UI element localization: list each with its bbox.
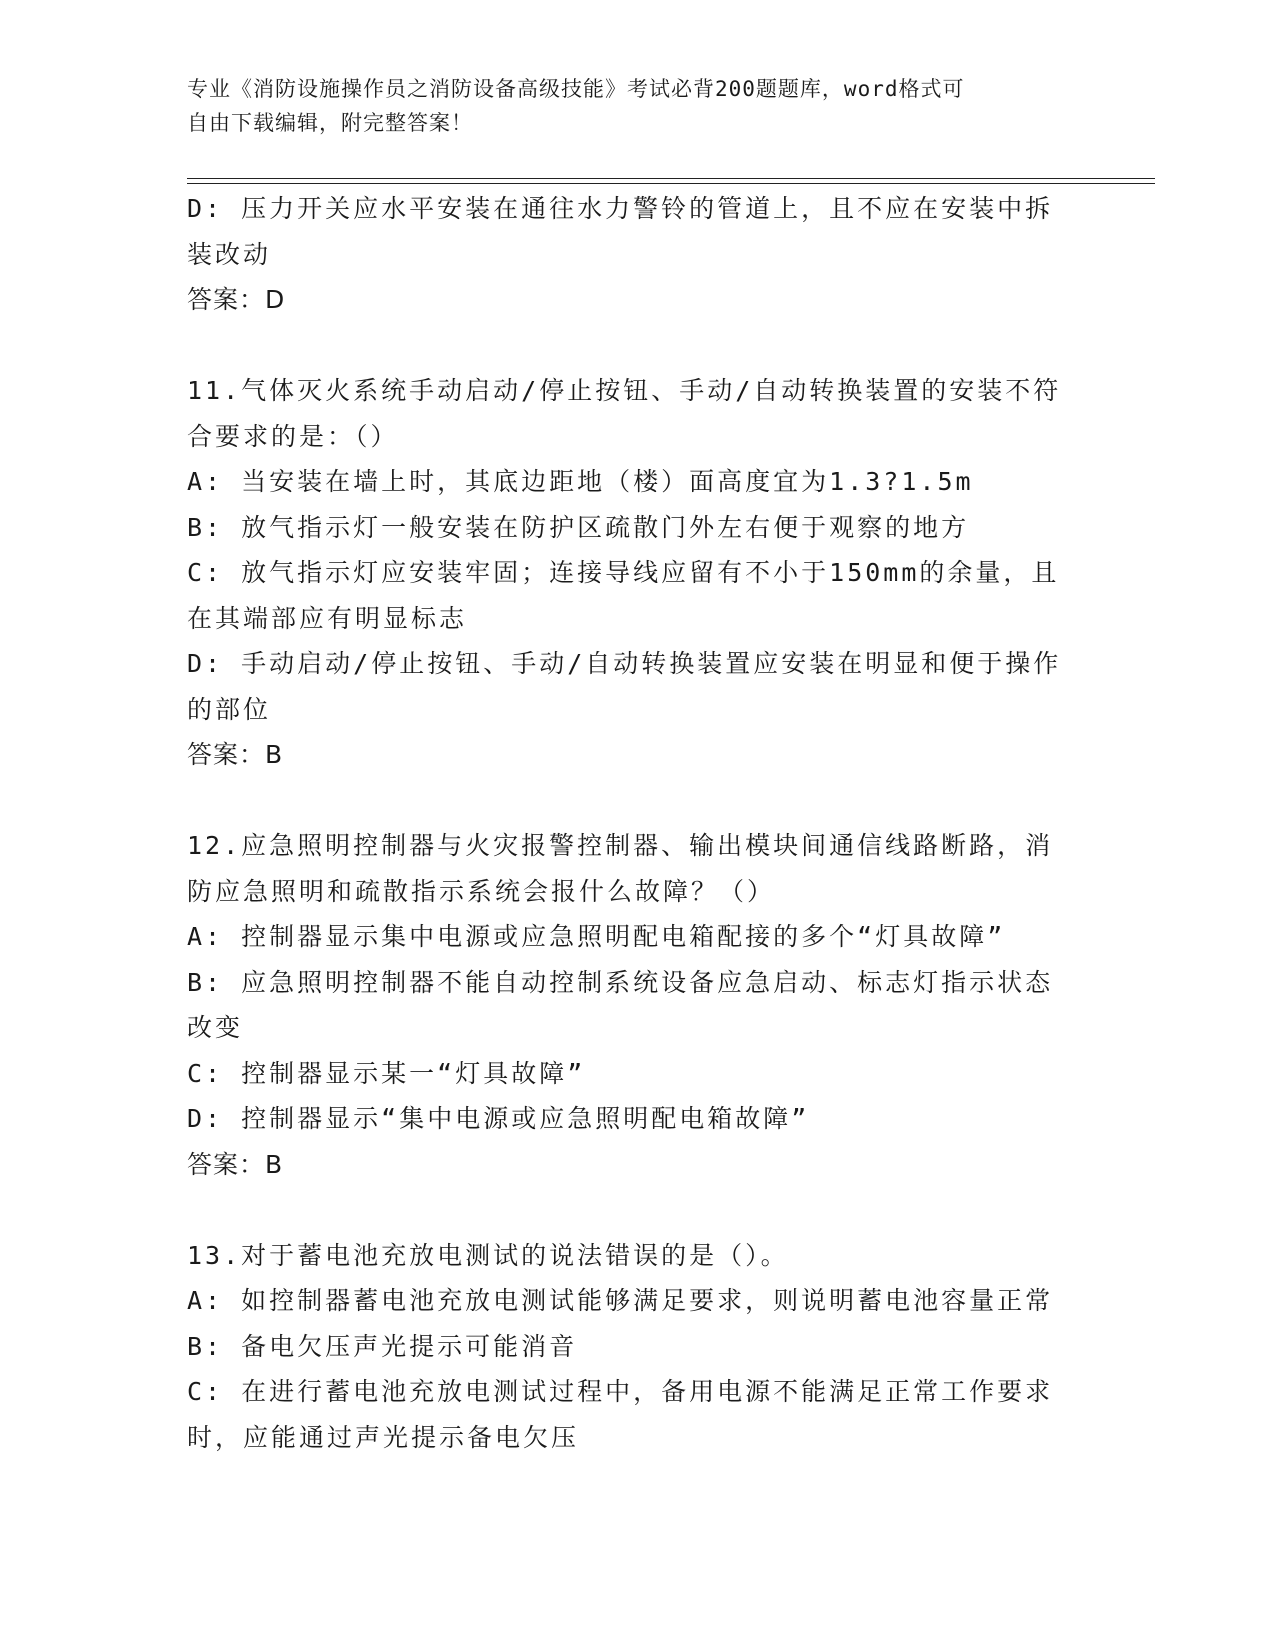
spacer [187,323,1067,369]
option-a: A: 如控制器蓄电池充放电测试能够满足要求，则说明蓄电池容量正常 [187,1286,1054,1315]
option-d: D: 手动启动/停止按钮、手动/自动转换装置应安装在明显和便于操作 [187,649,1062,678]
header-line-1: 专业《消防设施操作员之消防设备高级技能》考试必背200题题库，word格式可 [187,77,965,101]
option-d-continued: 装改动 [187,239,272,269]
answer-line: 答案：B [187,740,284,769]
option-c-continued: 时，应能通过声光提示备电欠压 [187,1422,580,1452]
question-stem: 12.应急照明控制器与火灾报警控制器、输出模块间通信线路断路，消 [187,831,1054,860]
question-stem-continued: 防应急照明和疏散指示系统会报什么故障？（） [187,876,776,906]
question-stem-continued: 合要求的是：（） [187,421,399,451]
option-d: D: 控制器显示“集中电源或应急照明配电箱故障” [187,1104,810,1133]
option-a: A: 当安装在墙上时，其底边距地（楼）面高度宜为1.3?1.5m [187,467,974,496]
option-b-continued: 改变 [187,1013,244,1042]
question-13 [187,1233,1067,1461]
header-divider-bottom [187,183,1155,184]
answer-line: 答案：D [187,285,286,314]
option-b: B: 放气指示灯一般安装在防护区疏散门外左右便于观察的地方 [187,512,970,542]
option-c: C: 在进行蓄电池充放电测试过程中，备用电源不能满足正常工作要求 [187,1377,1054,1406]
option-d: D: 压力开关应水平安装在通往水力警铃的管道上，且不应在安装中拆 [187,194,1054,223]
option-c: C: 放气指示灯应安装牢固；连接导线应留有不小于150mm的余量，且 [187,558,1060,587]
answer-line: 答案：B [187,1149,284,1179]
spacer [187,778,1067,824]
option-c: C: 控制器显示某一“灯具故障” [187,1058,586,1088]
question-11 [187,368,1067,778]
header-line-2: 自由下载编辑，附完整答案！ [187,111,473,135]
option-b: B: 应急照明控制器不能自动控制系统设备应急启动、标志灯指示状态 [187,967,1054,997]
previous-question-tail [187,186,1067,323]
document-body [187,186,1067,1460]
header-divider-top [187,178,1155,179]
question-stem: 11.气体灭火系统手动启动/停止按钮、手动/自动转换装置的安装不符 [187,376,1062,405]
option-b: B: 备电欠压声光提示可能消音 [187,1331,578,1361]
question-12 [187,823,1067,1187]
spacer [187,1187,1067,1233]
document-header [187,72,1067,140]
question-stem: 13.对于蓄电池充放电测试的说法错误的是（）。 [187,1240,789,1270]
option-d-continued: 的部位 [187,694,272,724]
option-a: A: 控制器显示集中电源或应急照明配电箱配接的多个“灯具故障” [187,922,1006,951]
option-c-continued: 在其端部应有明显标志 [187,603,468,633]
